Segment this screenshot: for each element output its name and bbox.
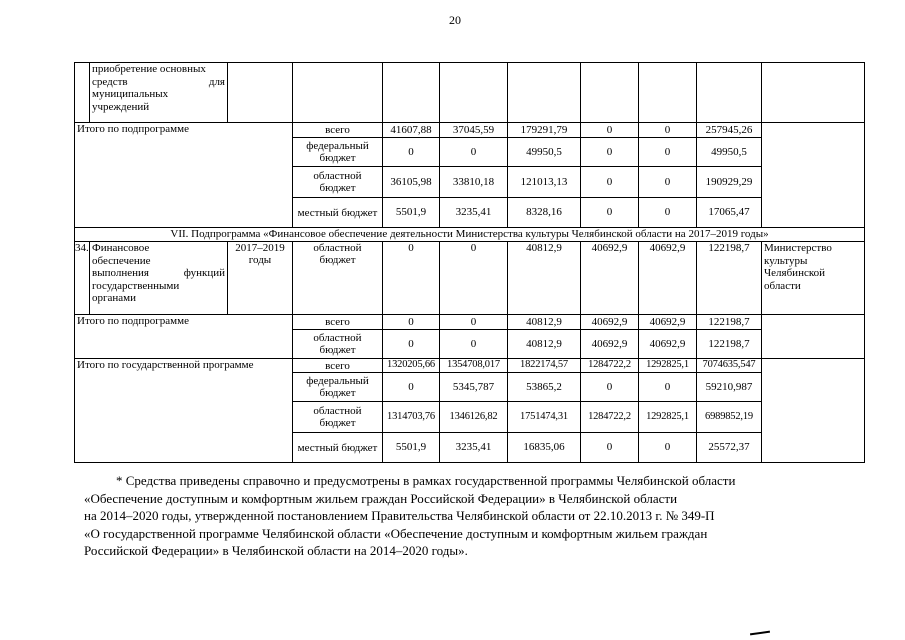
item-name: Финансовое обеспечение выполнения функций государственными органами [90, 242, 228, 315]
subprogram-total-label: Итого по подпрограмме [75, 315, 293, 359]
funding-source: областной бюджет [293, 330, 383, 359]
item-number: 34. [75, 242, 90, 315]
table-row: Итого по подпрограмме всего 41607,88 37045,59 179291,79 0 0 257945,26 [75, 123, 865, 138]
table-row: областной бюджет 0 0 40812,9 40692,9 40692,9 122198,7 [75, 330, 865, 359]
funding-source: федеральный бюджет [293, 373, 383, 402]
table-row: федеральный бюджет 0 0 49950,5 0 0 49950,5 [75, 138, 865, 167]
footnote-line: Российской Федерации» в Челябинской области на 2014–2020 годы». [84, 543, 468, 559]
table-row: областной бюджет 1314703,76 1346126,82 1751474,31 1284722,2 1292825,1 6989852,19 [75, 402, 865, 433]
funding-source: областной бюджет [293, 402, 383, 433]
funding-source: всего [293, 359, 383, 373]
scan-mark [750, 631, 770, 636]
funding-source: областной бюджет [293, 167, 383, 198]
footnote-line: * Средства приведены справочно и предусмотрены в рамках государственной программы Челябинской области [116, 473, 736, 488]
section-heading: VII. Подпрограмма «Финансовое обеспечение деятельности Министерства культуры Челябинской области на 2017–2019 годы» [75, 228, 865, 242]
table-row: местный бюджет 5501,9 3235,41 16835,06 0 0 25572,37 [75, 433, 865, 463]
program-total-label: Итого по государственной программе [75, 359, 293, 463]
funding-source: федеральный бюджет [293, 138, 383, 167]
funding-source: местный бюджет [293, 198, 383, 228]
subprogram-total-label: Итого по подпрограмме [75, 123, 293, 228]
table-row: Итого по государственной программе всего 1320205,66 1354708,017 1822174,57 1284722,2 1292825,1 7074635,547 [75, 359, 865, 373]
table-row [75, 228, 865, 242]
item-executor: Министерство культуры Челябинской области [762, 242, 865, 315]
table-row: областной бюджет 36105,98 33810,18 121013,13 0 0 190929,29 [75, 167, 865, 198]
page-number: 20 [449, 13, 461, 27]
item-period: 2017–2019 годы [228, 242, 293, 315]
table-row: местный бюджет 5501,9 3235,41 8328,16 0 0 17065,47 [75, 198, 865, 228]
funding-source: местный бюджет [293, 433, 383, 463]
footnote-line: «Обеспечение доступным и комфортным жильем граждан Российской Федерации» в Челябинской области [84, 490, 678, 506]
footnote [84, 472, 864, 560]
budget-table [74, 62, 865, 463]
footnote-line: «О государственной программе Челябинской области «Обеспечение доступным и комфортным жильем граждан [84, 525, 708, 541]
table-row [75, 63, 865, 123]
item-name-continuation: приобретение основных средств для муниципальных учреждений [90, 63, 228, 123]
table-row: федеральный бюджет 0 5345,787 53865,2 0 0 59210,987 [75, 373, 865, 402]
table-row: Итого по подпрограмме всего 0 0 40812,9 40692,9 40692,9 122198,7 [75, 315, 865, 330]
table-row: 34. Финансовое обеспечение выполнения функций государственными органами 2017–2019 годы областной бюджет 0 0 40812,9 40692,9 40692,9 122198,7 Министерство культуры Челябинской области [75, 242, 865, 315]
funding-source: всего [293, 315, 383, 330]
funding-source: всего [293, 123, 383, 138]
funding-source: областной бюджет [293, 242, 383, 315]
footnote-line: на 2014–2020 годы, утвержденной постановлением Правительства Челябинской области от 22.10.2013 г. № 349-П [84, 508, 715, 524]
